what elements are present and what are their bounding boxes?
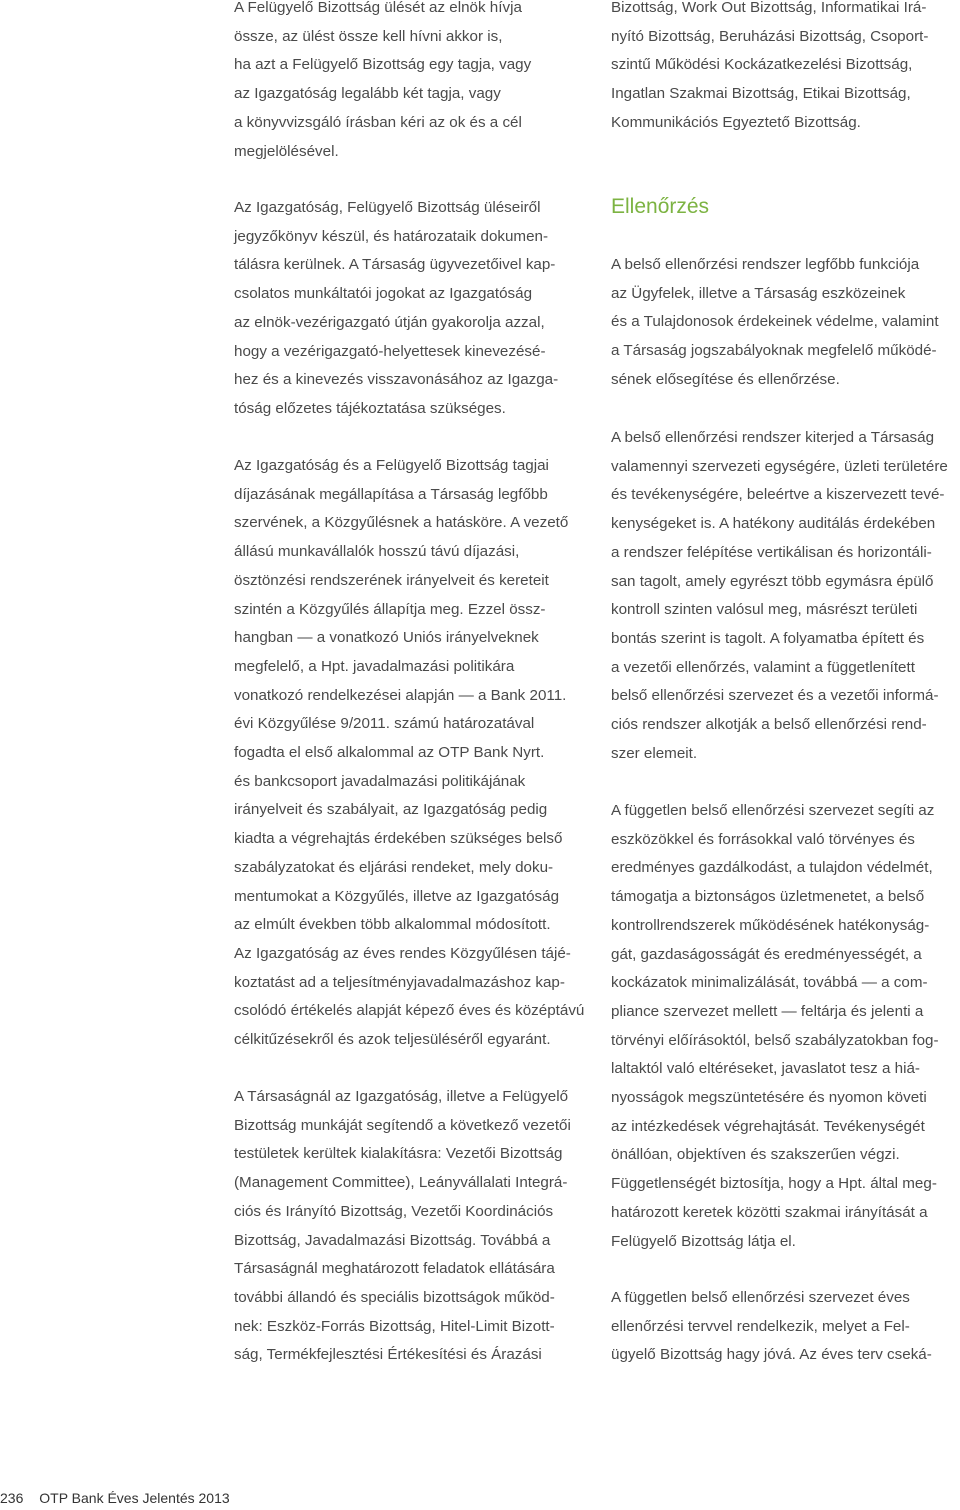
text-line: csolódó értékelés alapját képező éves és középtávú [234,1002,585,1020]
text-line: csolatos munkáltatói jogokat az Igazgatóság [234,285,533,303]
text-line: kenységeket is. A hatékony auditálás érdekében [611,515,936,533]
text-line: ság, Termékfejlesztési Értékesítési és Árazási [234,1346,542,1364]
text-line: szervének, a Közgyűlésnek a hatásköre. A vezető [234,514,569,532]
text-line: kontrollrendszerek működésének hatékonyság- [611,916,930,934]
text-line: szintű Működési Kockázatkezelési Bizottság, [611,56,913,74]
text-line: a vezetői ellenőrzés, valamint a függetlenített [611,658,915,676]
footer-title: OTP Bank Éves Jelentés 2013 [39,1490,230,1506]
text-line: az intézkedések végrehajtását. Tevékenységét [611,1117,925,1135]
text-line: szabályzatokat és eljárási rendeket, mely doku- [234,858,554,876]
text-line: bontás szerint is tagolt. A folyamatba épített és [611,629,925,647]
text-line: és tevékenységére, beleértve a kiszervezett tevé- [611,486,945,504]
text-line: A független belső ellenőrzési szervezet éves [611,1289,910,1306]
text-line: az elnök-vezérigazgató útján gyakorolja azzal, [234,313,545,331]
text-line: (Management Committee), Leányvállalati Integrá- [234,1174,568,1192]
text-line: a Társaság jogszabályoknak megfelelő működé- [611,342,937,360]
text-line: tóság előzetes tájékoztatása szükséges. [234,399,506,417]
text-line: önállóan, objektíven és szakszerűen végzi. [611,1146,900,1164]
text-line: állású munkavállalók hosszú távú díjazási, [234,543,520,561]
text-line: Az Igazgatóság az éves rendes Közgyűlésen tájé- [234,944,571,962]
text-line: megjelölésével. [234,142,339,160]
text-line: Az Igazgatóság, Felügyelő Bizottság üléseiről [234,199,541,216]
text-line: kontroll szinten valósul meg, másrészt területi [611,601,918,619]
text-line: törvényi előírásoktól, belső szabályzatokban fog- [611,1031,939,1049]
text-line: fogadta el első alkalommal az OTP Bank Nyrt. [234,744,545,762]
text-line: A belső ellenőrzési rendszer kiterjed a Társaság [611,429,935,446]
text-line: irányelveit és szabályait, az Igazgatóság pedig [234,801,548,819]
text-line: és a Tulajdonosok érdekeinek védelme, valamint [611,313,939,331]
text-line: nyosságok megszüntetésére és nyomon követi [611,1089,927,1107]
text-line: sének elősegítése és ellenőrzése. [611,370,840,388]
text-line: ha azt a Felügyelő Bizottság egy tagja, vagy [234,56,532,74]
text-line: san tagolt, amely egyrészt több egymásra épülő [611,572,934,590]
text-line: Felügyelő Bizottság látja el. [611,1232,796,1250]
text-line: gát, gazdaságosságát és eredményességét, a [611,945,922,963]
text-line: valamennyi szervezeti egységére, üzleti területére [611,457,948,475]
text-line: össze, az ülést össze kell hívni akkor is, [234,27,503,45]
text-line: vonatkozó rendelkezései alapján — a Bank 2011. [234,686,567,704]
text-line: ügyelő Bizottság hagy jóvá. Az éves terv cseká- [611,1346,932,1364]
text-line: támogatja a biztonságos üzletmenetet, a belső [611,888,925,906]
paragraph-minutes-and-employer-rights [234,194,558,424]
text-line: laltaktól való eltéréseket, javaslatot tesz a hiá- [611,1060,920,1078]
paragraph-committee-list [611,0,928,138]
text-line: nek: Eszköz-Forrás Bizottság, Hitel-Limit Bizott- [234,1317,555,1335]
text-line: Kommunikációs Egyeztető Bizottság. [611,113,861,131]
text-line: A Társaságnál az Igazgatóság, illetve a Felügyelő [234,1088,569,1105]
text-line: pliance szervezet mellett — feltárja és jelenti a [611,1002,924,1020]
text-line: testületek kerültek kialakításra: Vezetői Bizottság [234,1145,563,1163]
text-line: Bizottság munkáját segítendő a következő vezetői [234,1116,571,1134]
text-line: eszközökkel és forrásokkal való törvényes és [611,830,915,848]
text-line: az elmúlt években több alkalommal módosított. [234,916,551,934]
text-line: és bankcsoport javadalmazási politikájának [234,772,526,790]
text-line: Ingatlan Szakmai Bizottság, Etikai Bizottság, [611,85,911,103]
text-line: az Ügyfelek, illetve a Társaság eszközeinek [611,284,906,302]
text-line: A független belső ellenőrzési szervezet segíti az [611,802,935,819]
text-line: a rendszer felépítése vertikálisan és horizontáli- [611,543,932,561]
text-line: Bizottság, Javadalmazási Bizottság. Továbbá a [234,1231,551,1249]
text-line: hez és a kinevezés visszavonásához az Igazga- [234,371,559,389]
paragraph-internal-audit-scope [611,424,948,768]
text-line: ciós és Irányító Bizottság, Vezetői Koordinációs [234,1202,554,1220]
paragraph-internal-audit-function [611,251,939,395]
section-heading-ellenorzes: Ellenőrzés [611,195,710,218]
text-line: Bizottság, Work Out Bizottság, Informatikai Irá- [611,0,927,16]
text-line: ciós rendszer alkotják a belső ellenőrzési rend- [611,716,927,734]
paragraph-remuneration [234,452,584,1055]
paragraph-annual-audit-plan [611,1284,932,1370]
text-line: ösztönzési rendszerének irányelveit és kereteit [234,571,549,589]
text-line: megfelelő, a Hpt. javadalmazási politikára [234,657,515,675]
text-line: kockázatok minimalizálását, továbbá — a com- [611,974,928,992]
text-line: A Felügyelő Bizottság ülését az elnök hívja [234,0,522,16]
text-line: díjazásának megállapítása a Társaság legfőbb [234,485,548,503]
page-number: 236 [0,1490,24,1506]
text-line: belső ellenőrzési szervezet és a vezetői informá- [611,687,939,705]
text-line: ellenőrzési tervvel rendelkezik, melyet a Fel- [611,1317,910,1335]
text-line: további állandó és speciális bizottságok működ- [234,1288,555,1306]
text-line: Az Igazgatóság és a Felügyelő Bizottság tagjai [234,457,549,474]
text-line: évi Közgyűlése 9/2011. számú határozatával [234,715,535,733]
text-line: határozott keretek közötti szakmai irányítását a [611,1203,928,1221]
text-line: koztatást ad a teljesítményjavadalmazáshoz kap- [234,973,565,991]
paragraph-independent-audit-organisation [611,797,939,1256]
text-line: eredményes gazdálkodást, a tulajdon védelmét, [611,859,933,877]
text-line: célkitűzésekről és azok teljesüléséről egyaránt. [234,1031,551,1049]
text-line: nyító Bizottság, Beruházási Bizottság, Csoport- [611,27,929,45]
text-line: A belső ellenőrzési rendszer legfőbb funkciója [611,256,920,273]
text-line: hogy a vezérigazgató-helyettesek kinevezésé- [234,342,546,360]
text-line: jegyzőkönyv készül, és határozataik dokumen- [234,227,549,245]
paragraph-management-committees [234,1083,571,1370]
paragraph-supervisory-board-meeting [234,0,531,166]
text-line: az Igazgatóság legalább két tagja, vagy [234,85,501,103]
text-line: szintén a Közgyűlés állapítja meg. Ezzel össz- [234,600,546,618]
page-footer [0,1489,230,1507]
text-line: szer elemeit. [611,744,698,762]
text-line: tálásra kerülnek. A Társaság ügyvezetőivel kap- [234,256,556,274]
text-line: Függetlenségét biztosítja, hogy a Hpt. által meg- [611,1175,937,1193]
text-line: a könyvvizsgáló írásban kéri az ok és a cél [234,113,522,131]
text-line: Társaságnál meghatározott feladatok ellátására [234,1260,555,1278]
text-line: kiadta a végrehajtás érdekében szükséges belső [234,830,563,848]
text-line: mentumokat a Közgyűlés, illetve az Igazgatóság [234,887,560,905]
text-line: hangban — a vonatkozó Uniós irányelveknek [234,629,539,647]
